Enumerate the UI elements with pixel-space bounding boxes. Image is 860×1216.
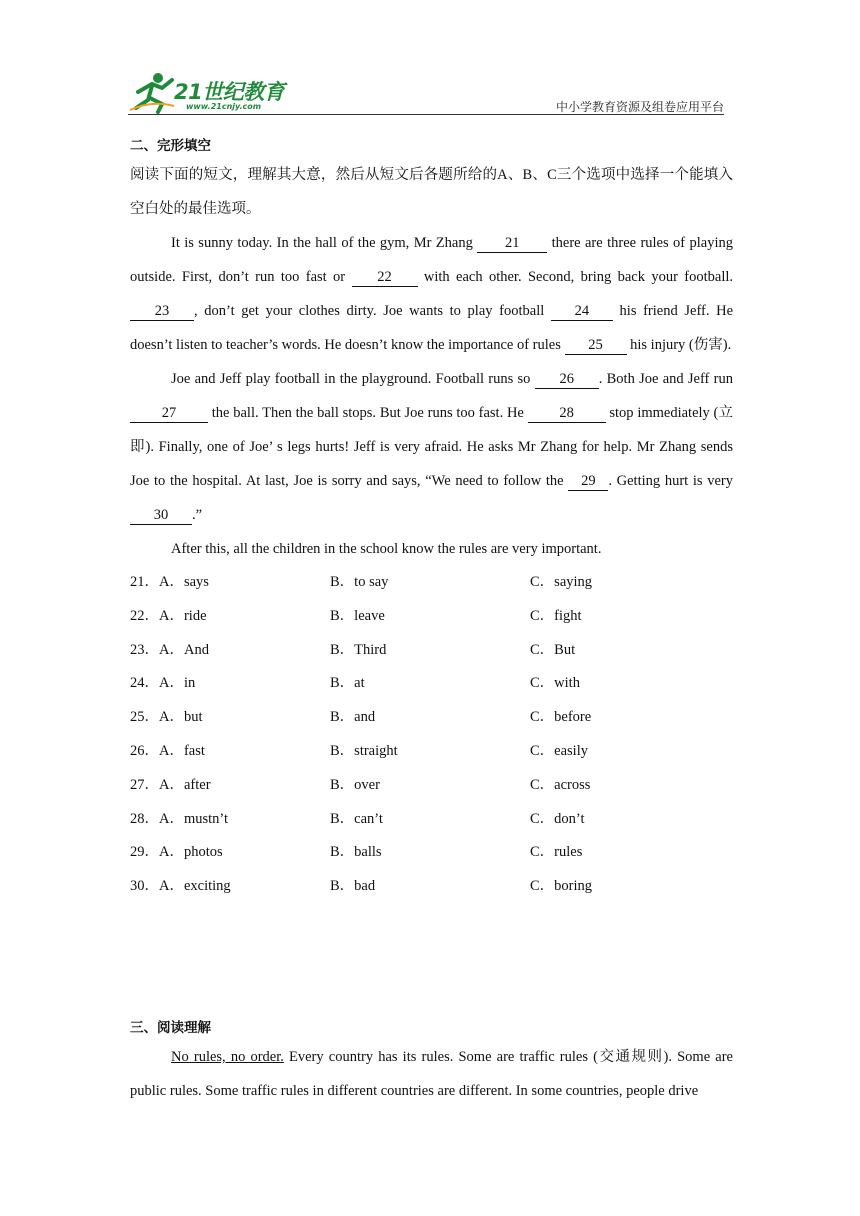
option-c[interactable]: C．rules: [530, 844, 583, 861]
passage-text: with each other. Second, bring back your football.: [423, 269, 733, 285]
option-b[interactable]: B．can’t: [330, 810, 383, 827]
option-c[interactable]: C．with: [530, 675, 580, 692]
question-row: [130, 769, 733, 803]
runner-logo-icon: [128, 70, 176, 114]
passage-text: Joe and Jeff play football in the playground. Football runs so: [171, 371, 531, 387]
blank-30: 30: [130, 506, 192, 525]
option-b[interactable]: B．straight: [330, 742, 398, 759]
question-row: [130, 667, 733, 701]
question-row: [130, 701, 733, 735]
option-a[interactable]: 24．A．in: [130, 675, 196, 692]
instructions: 阅读下面的短文，理解其大意，然后从短文后各题所给的A、B、C三个选项中选择一个能填入空白处的最佳选项。: [130, 167, 733, 217]
option-b[interactable]: B．over: [330, 776, 380, 793]
option-c[interactable]: C．across: [530, 776, 591, 793]
option-c[interactable]: C．before: [530, 709, 592, 726]
logo: [128, 70, 298, 114]
option-a[interactable]: 26．A．fast: [130, 742, 205, 759]
passage-text: stop immediately (立即). Finally, one of Joe’ s legs hurts! Jeff is very afraid. He asks Mr Zhang for help. Mr Zhang sends Joe to the hospital. At last, Joe is sorry and says, “We need to follow the: [130, 405, 734, 489]
logo-url: www.21cnjy.com: [186, 102, 262, 111]
option-b[interactable]: B．Third: [330, 641, 387, 658]
passage-text: . Getting hurt is very: [608, 473, 733, 489]
options-list: [130, 566, 733, 904]
header-divider: [128, 114, 724, 115]
question-row: [130, 870, 733, 904]
option-c[interactable]: C．don’t: [530, 810, 585, 827]
blank-25: 25: [565, 336, 627, 355]
option-b[interactable]: B．to say: [330, 574, 389, 590]
section-title: 三、阅读理解: [130, 1020, 211, 1035]
passage-text: , don’t get your clothes dirty. Joe wants to play football: [194, 303, 545, 319]
option-c[interactable]: C．boring: [530, 878, 593, 895]
option-a[interactable]: 25．A．but: [130, 709, 203, 726]
option-c[interactable]: C．saying: [530, 574, 593, 590]
passage-paragraph-1: [130, 226, 733, 362]
section-cloze: [130, 134, 733, 904]
option-a[interactable]: 28．A．mustn’t: [130, 810, 229, 827]
section-title: 二、完形填空: [130, 138, 211, 153]
option-b[interactable]: B．balls: [330, 844, 382, 861]
passage-text: It is sunny today. In the hall of the gym, Mr Zhang: [171, 235, 473, 251]
option-c[interactable]: C．fight: [530, 607, 582, 624]
option-a[interactable]: 21．A．says: [130, 574, 209, 590]
blank-29: 29: [568, 472, 608, 491]
reading-text: Every country has its rules. Some are traffic rules (交通规则). Some are public rules. Some traffic rules in different countries are different. In some countries, people drive: [130, 1049, 733, 1099]
passage-paragraph-2: [130, 362, 733, 532]
option-b[interactable]: B．bad: [330, 878, 376, 895]
blank-21: 21: [477, 234, 547, 253]
option-b[interactable]: B．and: [330, 709, 376, 726]
option-b[interactable]: B．leave: [330, 607, 385, 624]
passage-paragraph-3: After this, all the children in the school know the rules are very important.: [171, 541, 602, 557]
question-row: [130, 803, 733, 837]
blank-22: 22: [352, 268, 418, 287]
blank-28: 28: [528, 404, 606, 423]
question-row: [130, 600, 733, 634]
passage-text: . Both Joe and Jeff run: [598, 371, 733, 387]
option-c[interactable]: C．But: [530, 641, 576, 658]
passage-text: the ball. Then the ball stops. But Joe runs too fast. He: [211, 405, 524, 421]
blank-24: 24: [551, 302, 613, 321]
reading-paragraph: [130, 1040, 733, 1108]
option-a[interactable]: 27．A．after: [130, 776, 211, 793]
passage-text: his friend Jeff. He doesn’t listen to teacher’s words. He doesn’t know the importance of rules: [130, 303, 734, 353]
question-row: [130, 566, 733, 600]
logo-text: 21世纪教育: [174, 80, 285, 104]
option-a[interactable]: 23．A．And: [130, 641, 209, 658]
section-reading: [130, 1016, 733, 1108]
blank-27: 27: [130, 404, 208, 423]
option-a[interactable]: 30．A．exciting: [130, 878, 231, 895]
option-b[interactable]: B．at: [330, 675, 365, 692]
page-header: [128, 66, 724, 114]
blank-23: 23: [130, 302, 194, 321]
platform-name: 中小学教育资源及组卷应用平台: [555, 100, 724, 114]
blank-26: 26: [535, 370, 599, 389]
question-row: [130, 735, 733, 769]
option-a[interactable]: 29．A．photos: [130, 844, 223, 861]
passage-text: .”: [192, 507, 203, 523]
option-c[interactable]: C．easily: [530, 742, 588, 759]
passage-text: there are three rules of playing outside. First, don’t run too fast or: [130, 235, 733, 285]
option-a[interactable]: 22．A．ride: [130, 607, 207, 624]
question-row: [130, 836, 733, 870]
underlined-phrase: No rules, no order.: [171, 1049, 284, 1065]
question-row: [130, 634, 733, 668]
passage-text: his injury (伤害).: [630, 337, 732, 353]
